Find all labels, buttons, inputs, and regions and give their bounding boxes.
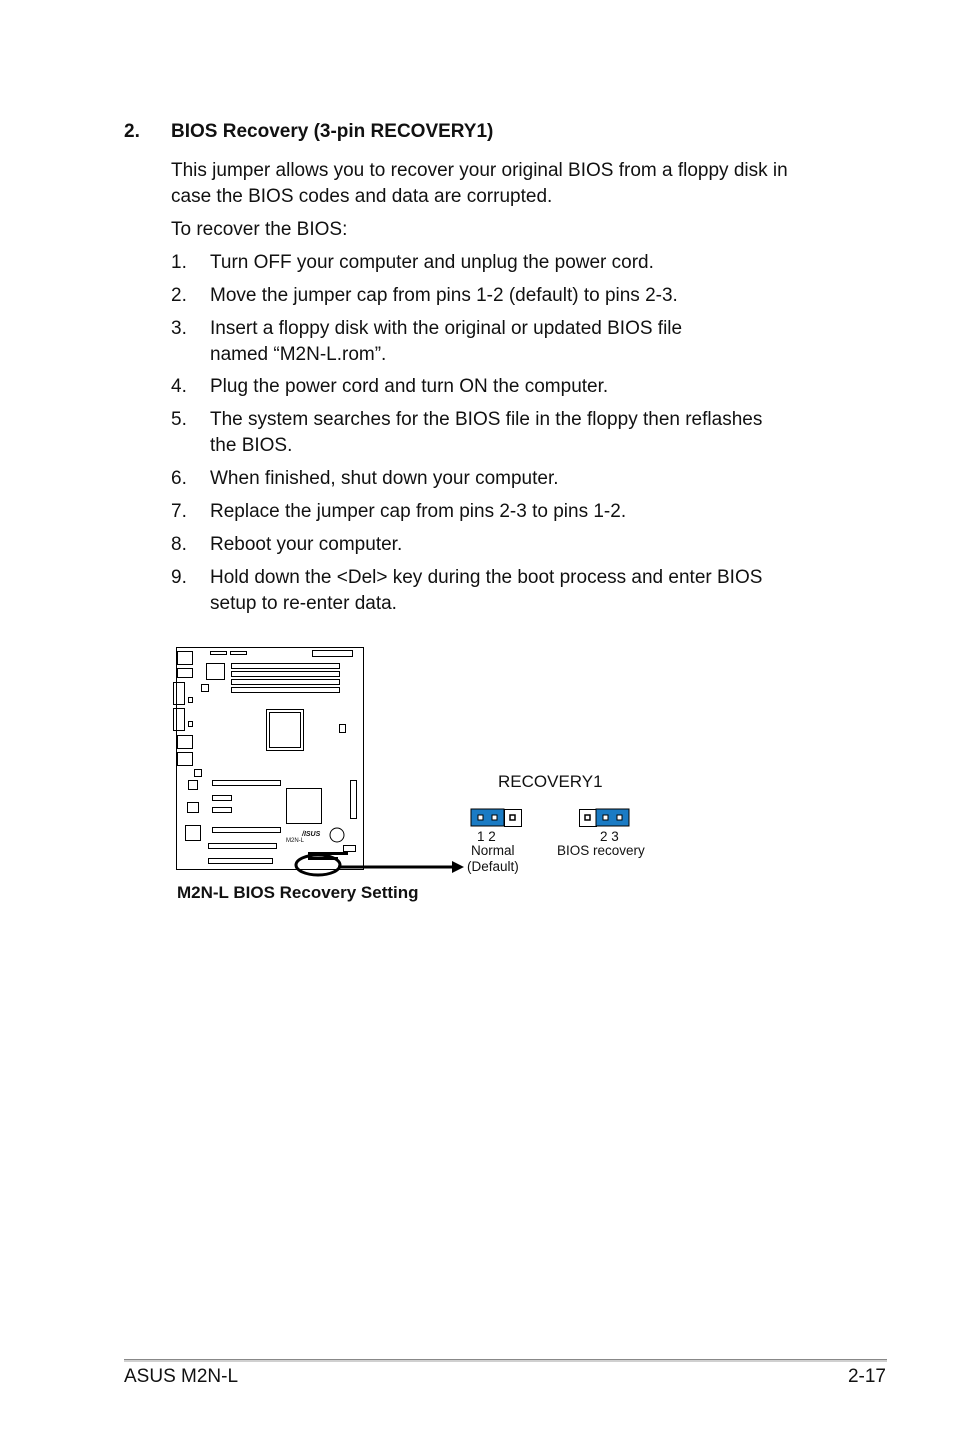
step-text: Turn OFF your computer and unplug the power cord. <box>210 252 654 273</box>
jumper-name: RECOVERY1 <box>498 772 603 791</box>
recovery-label: BIOS recovery <box>557 843 645 858</box>
step-text: named “M2N-L.rom”. <box>210 344 387 365</box>
step-text: Insert a floppy disk with the original or updated BIOS file <box>210 318 683 339</box>
intro-line-1: This jumper allows you to recover your original BIOS from a floppy disk in <box>171 160 788 181</box>
step-text: The system searches for the BIOS file in the floppy then reflashes <box>210 409 763 430</box>
step-text: When finished, shut down your computer. <box>210 468 559 489</box>
step-text: Hold down the <Del> key during the boot process and enter BIOS <box>210 567 763 588</box>
step-number: 8. <box>171 534 187 555</box>
section-title: BIOS Recovery (3-pin RECOVERY1) <box>171 121 494 142</box>
step-text: the BIOS. <box>210 435 293 456</box>
normal-sublabel: (Default) <box>467 859 519 874</box>
board-logo: /ISUS <box>302 831 321 838</box>
step-number: 5. <box>171 409 187 430</box>
intro-line-2: case the BIOS codes and data are corrupted. <box>171 186 553 207</box>
normal-label: Normal <box>471 843 515 858</box>
board-model: M2N-L <box>286 838 305 844</box>
page-number: 2-17 <box>847 1366 886 1387</box>
step-text: Move the jumper cap from pins 1-2 (default) to pins 2-3. <box>210 285 678 306</box>
step-text: setup to re-enter data. <box>210 593 397 614</box>
step-number: 7. <box>171 501 187 522</box>
step-number: 9. <box>171 567 187 588</box>
step-number: 2. <box>171 285 187 306</box>
figure-caption: M2N-L BIOS Recovery Setting <box>177 883 419 902</box>
lead-text: To recover the BIOS: <box>171 219 348 240</box>
step-number: 3. <box>171 318 187 339</box>
footer-divider <box>124 1359 887 1362</box>
step-text: Replace the jumper cap from pins 2-3 to pins 1-2. <box>210 501 627 522</box>
step-number: 1. <box>171 252 187 273</box>
recovery-pins: 2 3 <box>600 829 619 844</box>
step-text: Plug the power cord and turn ON the computer. <box>210 376 609 397</box>
step-number: 4. <box>171 376 187 397</box>
section-number: 2. <box>124 121 140 142</box>
step-number: 6. <box>171 468 187 489</box>
step-text: Reboot your computer. <box>210 534 403 555</box>
footer-product: ASUS M2N-L <box>124 1366 239 1387</box>
normal-pins: 1 2 <box>477 829 496 844</box>
